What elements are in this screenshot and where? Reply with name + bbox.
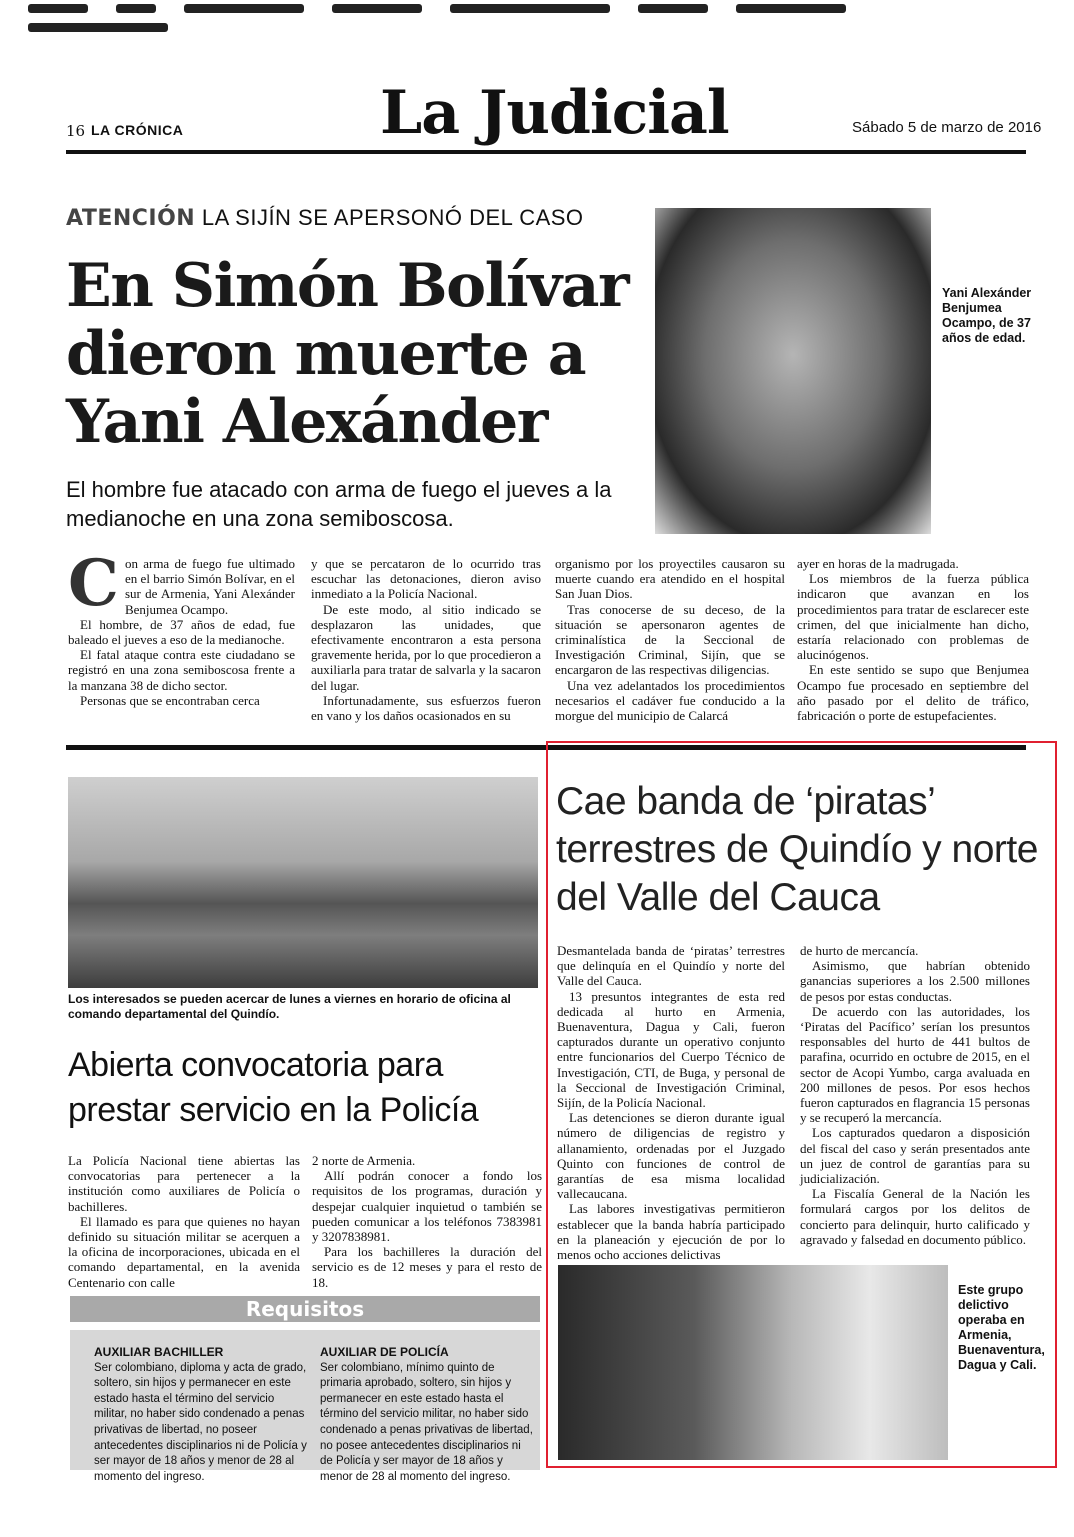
- story1-headline: En Simón Bolívar dieron muerte a Yani Alexánder: [66, 251, 629, 457]
- story1-paragraph: y que se percataron de lo ocurrido tras escuchar las detonaciones, dieron aviso inmediato a la Policía Nacional.: [311, 556, 541, 602]
- story1-paragraph: Personas que se encontraban cerca: [80, 692, 260, 708]
- story3-photo-caption: Este grupo delictivo operaba en Armenia, Buenaventura, Dagua y Cali.: [958, 1283, 1045, 1372]
- story1-paragraph: De este modo, al sitio indicado se desplazaron las unidades, que efectivamente encontraron a esta persona gravemente herida, por lo que procedieron a auxiliarla para tratar de salvarla y la sacaron del lugar.: [311, 601, 541, 693]
- story1-dropcap: C: [68, 546, 119, 621]
- story1-paragraph: El hombre, de 37 años de edad, fue baleado el jueves a eso de la medianoche.: [68, 616, 295, 648]
- story3-paragraph: de hurto de mercancía.: [800, 943, 919, 958]
- requisito-title: AUXILIAR BACHILLER: [94, 1345, 224, 1359]
- story1-column-4: [797, 556, 1029, 723]
- story1-paragraph: Tras conocerse de su deceso, de la situación se apersonaron agentes de criminalística de la Seccional de Investigación Criminal, Sijín, que se encargaron de las respectivas diligencias.: [555, 601, 785, 678]
- story2-paragraph: Allí podrán conocer a fondo los requisitos de los programas, duración y despejar cualquier inquietud o también se pueden comunicar a los teléfonos 7383981 y 3207838981.: [312, 1168, 542, 1245]
- story1-kicker: [66, 205, 584, 231]
- story2-paragraph: El llamado es para que quienes no hayan definido su situación militar se acerquen a la oficina de incorporaciones, ubicada en el comando departamental, en la avenida Centenario con calle: [68, 1213, 300, 1290]
- story2-paragraph: La Policía Nacional tiene abiertas las convocatorias para pertenecer a la institución como auxiliares de Policía o bachilleres.: [68, 1153, 300, 1214]
- story2-headline: Abierta convocatoria para prestar servicio en la Policía: [68, 1046, 479, 1129]
- story2-paragraph: 2 norte de Armenia.: [312, 1153, 416, 1168]
- story1-column-3: [555, 556, 785, 723]
- story1-column-1: [68, 546, 295, 708]
- story3-paragraph: De acuerdo con las autoridades, los ‘Piratas del Pacífico’ serían los presuntos responsables del hurto de 441 bultos de parafina, ocurrido en octubre de 2015, en el sector de Acopi Yumbo, carga avaluada en 200 millones de pesos. Por esos hechos fueron capturados en flagrancia 15 personas y se recuperó la mercancía.: [800, 1003, 1030, 1126]
- requisito-title: AUXILIAR DE POLICÍA: [320, 1345, 449, 1359]
- issue-date: Sábado 5 de marzo de 2016: [852, 119, 1042, 136]
- story3-headline: Cae banda de ‘piratas’ terrestres de Quindío y norte del Valle del Cauca: [556, 780, 1038, 919]
- story1-paragraph: ayer en horas de la madrugada.: [797, 556, 959, 571]
- requisito-text: Ser colombiano, mínimo quinto de primaria aprobado, soltero, sin hijos y permanecer en este estado hasta el término del servicio militar, no haber sido condenado a penas privativas de libertad, no posee antecedentes disciplinarios ni de Policía y ser mayor de 18 años y menor de 28 al momento del ingreso.: [320, 1361, 533, 1483]
- story3-column-1: [557, 943, 785, 1262]
- story3-paragraph: Los capturados quedaron a disposición del fiscal del caso y serán presentados ante un juez de control de garantías para su judicialización.: [800, 1125, 1030, 1187]
- requisito-auxiliar-policia: [320, 1345, 535, 1485]
- story2-police-photo: [68, 777, 538, 988]
- top-scan-artifact: [28, 0, 1038, 18]
- story1-paragraph: on arma de fuego fue ultimado en el barrio Simón Bolívar, en el sur de Armenia, Yani Alexánder Benjumea Ocampo.: [124, 556, 295, 617]
- story3-paragraph: Las labores investigativas permitieron establecer que la banda habría participado en la planeación y ejecución de por lo menos ocho acciones delictivas: [557, 1201, 785, 1263]
- story3-paragraph: 13 presuntos integrantes de esta red dedicada al hurto en Armenia, Buenaventura, Dagua y Cali, fueron capturados durante un operativo conjunto entre funcionarios del Cuerpo Técnico de Investigación, CTI, de Buga, y personal de la Seccional de Investigación Criminal, Sijín, de la Policía Nacional.: [557, 988, 785, 1111]
- requisito-auxiliar-bachiller: [94, 1345, 309, 1485]
- story3-group-photo: [558, 1265, 948, 1460]
- story3-column-2: [800, 943, 1030, 1247]
- story1-paragraph: Los miembros de la fuerza pública indicaron que avanzan en los procedimientos para tratar de esclarecer este crimen, del que inicialmente han dicho, estaría relacionado con problemas de alucinógenos.: [797, 571, 1029, 663]
- story3-paragraph: Asimismo, que habrían obtenido ganancias superiores a los 2.500 millones de pesos por estas conductas.: [800, 958, 1030, 1004]
- section-title: La Judicial: [380, 78, 729, 148]
- story2-column-1: [68, 1153, 300, 1290]
- story1-paragraph: Una vez adelantados los procedimientos necesarios el cadáver fue conducido a la morgue del municipio de Calarcá: [555, 677, 785, 724]
- story1-paragraph: organismo por los proyectiles causaron su muerte cuando era atendido en el hospital San Juan Dios.: [555, 556, 785, 602]
- story1-photo-caption: Yani Alexánder Benjumea Ocampo, de 37 años de edad.: [942, 286, 1032, 345]
- masthead-rule: [66, 150, 1026, 154]
- story3-paragraph: La Fiscalía General de la Nación les formulará cargos por los delitos de concierto para delinquir, hurto calificado y agravado y falsedad en documento público.: [800, 1186, 1030, 1247]
- story3-paragraph: Desmantelada banda de ‘piratas’ terrestres que delinquía en el Quindío y norte del Valle del Cauca.: [557, 943, 785, 989]
- story1-paragraph: El fatal ataque contra este ciudadano se registró en una zona semiboscosa frente a la manzana 38 de dicho sector.: [68, 647, 295, 693]
- requisitos-title-bar: Requisitos: [70, 1296, 540, 1322]
- story3-paragraph: Las detenciones se dieron durante igual número de diligencias de registro y allanamiento, ordenadas por el Juzgado Quinto con funciones de control de garantías de esa misma localidad vallecaucana.: [557, 1110, 785, 1202]
- page-number: 16: [66, 122, 86, 140]
- paper-name: LA CRÓNICA: [91, 122, 184, 138]
- requisito-text: Ser colombiano, diploma y acta de grado, soltero, sin hijos y permanecer en este estado hasta el término del servicio militar, no haber sido condenado a penas privativas de libertad, no poseer antecedentes disciplinarios ni de Policía y ser mayor de 18 años y menor de 28 al momento del ingreso.: [94, 1361, 307, 1483]
- story1-deck: El hombre fue atacado con arma de fuego el jueves a la medianoche en una zona semiboscosa.: [66, 477, 612, 531]
- story1-paragraph: Infortunadamente, sus esfuerzos fueron en vano y los daños ocasionados en su: [311, 692, 541, 724]
- story1-portrait-photo: [655, 208, 931, 534]
- story2-paragraph: Para los bachilleres la duración del servicio es de 12 meses y para el resto de 18.: [312, 1244, 542, 1290]
- story2-photo-caption: Los interesados se pueden acercar de lunes a viernes en horario de oficina al comando departamental del Quindío.: [68, 992, 511, 1021]
- story1-kicker-label: ATENCIÓN: [66, 206, 196, 231]
- story1-kicker-text: LA SIJÍN SE APERSONÓ DEL CASO: [201, 205, 584, 230]
- story1-paragraph: En este sentido se supo que Benjumea Ocampo fue procesado en septiembre del año pasado por el delito de tráfico, fabricación o porte de estupefacientes.: [797, 662, 1029, 724]
- story1-column-2: [311, 556, 541, 723]
- story2-column-2: [312, 1153, 542, 1290]
